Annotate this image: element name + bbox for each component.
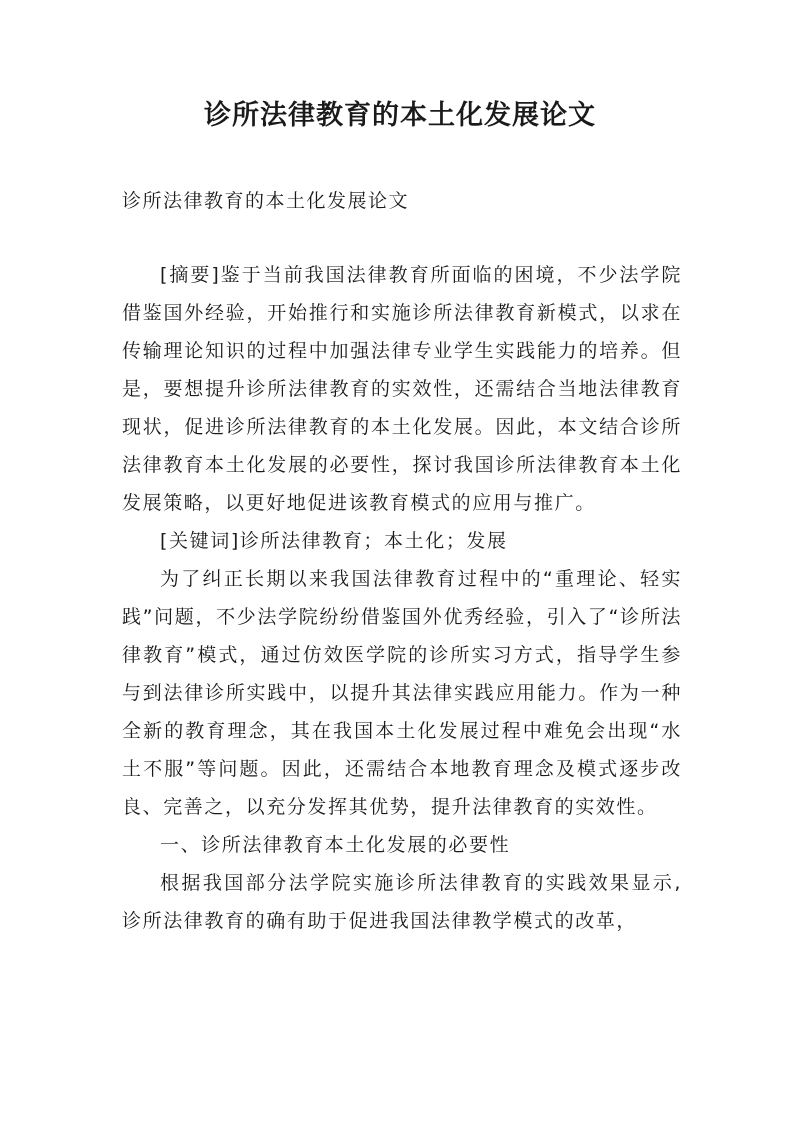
section-paragraph: 根据我国部分法学院实施诊所法律教育的实践效果显示,诊所法律教育的确有助于促进我国法律教学模式的改革， — [122, 872, 682, 932]
intro-paragraph: 为了纠正长期以来我国法律教育过程中的“重理论、轻实践”问题，不少法学院纷纷借鉴国外优秀经验，引入了“诊所法律教育”模式，通过仿效医学院的诊所实习方式，指导学生参与到法律诊所实践中，以提升其法律实践应用能力。作为一种全新的教育理念，其在我国本土化发展过程中难免会出现“水土不服”等问题。因此，还需结合本地教育理念及模式逐步改良、完善之，以充分发挥其优势，提升法律教育的实效性。 — [122, 568, 682, 818]
document-body — [122, 256, 682, 940]
abstract-paragraph: [摘要]鉴于当前我国法律教育所面临的困境，不少法学院借鉴国外经验，开始推行和实施诊所法律教育新模式，以求在传输理论知识的过程中加强法律专业学生实践能力的培养。但是，要想提升诊所法律教育的实效性，还需结合当地法律教育现状，促进诊所法律教育的本土化发展。因此，本文结合诊所法律教育本土化发展的必要性，探讨我国诊所法律教育本土化发展策略，以更好地促进该教育模式的应用与推广。 — [122, 264, 682, 514]
document-subtitle: 诊所法律教育的本土化发展论文 — [122, 190, 410, 212]
keywords-paragraph: [关键词]诊所法律教育；本土化；发展 — [160, 530, 508, 552]
document-title: 诊所法律教育的本土化发展论文 — [204, 100, 596, 131]
section-heading: 一、诊所法律教育本土化发展的必要性 — [160, 834, 511, 856]
